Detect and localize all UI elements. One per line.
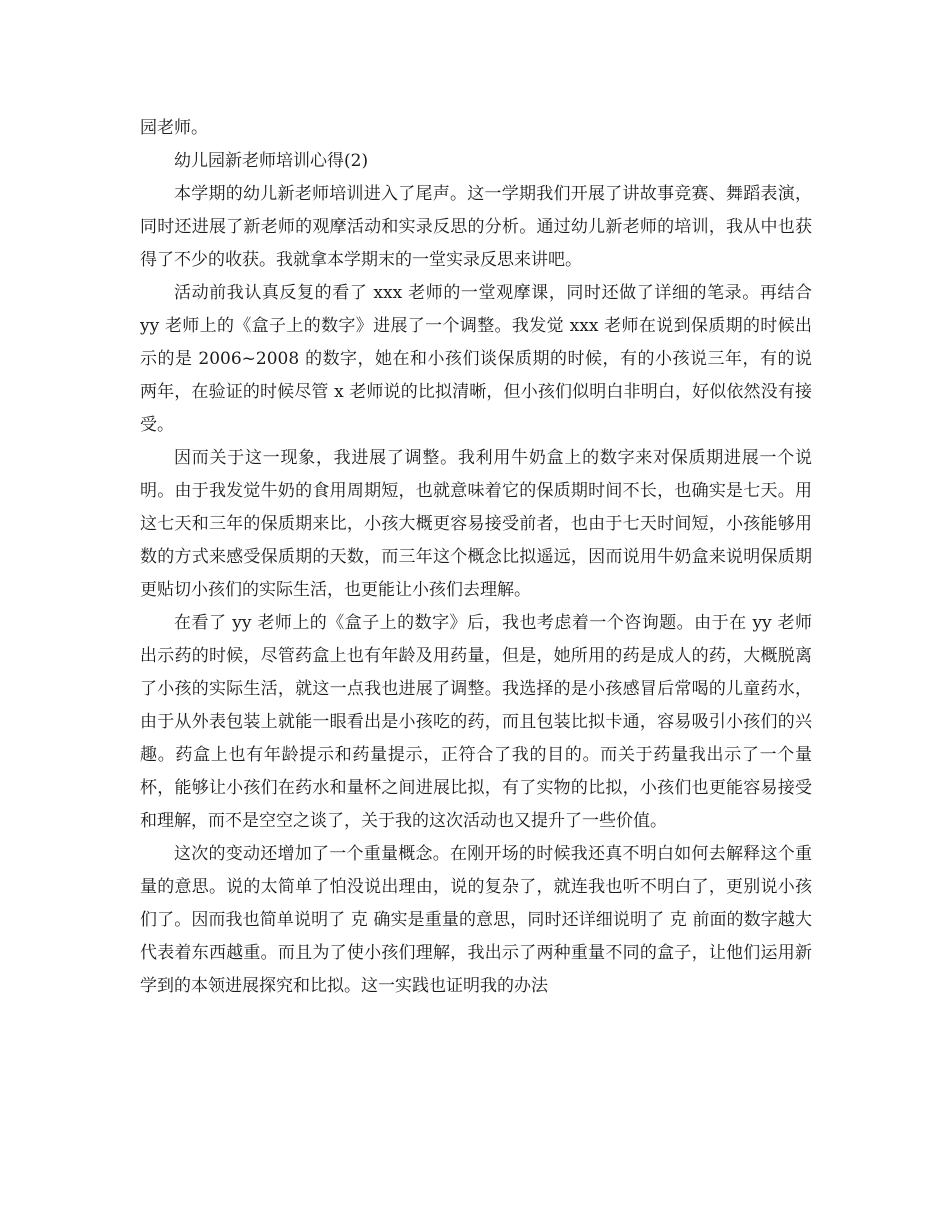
paragraph-3: 因而关于这一现象，我进展了调整。我利用牛奶盒上的数字来对保质期进展一个说明。由于我发觉牛奶的食用周期短，也就意味着它的保质期时间不长，也确实是七天。用这七天和三年的保质期来比，小孩大概更容易接受前者，也由于七天时间短，小孩能够用数的方式来感受保质期的天数，而三年这个概念比拟遥远，因而说用牛奶盒来说明保质期更贴切小孩们的实际生活，也更能让小孩们去理解。 (140, 448, 812, 600)
paragraph-4: 在看了 yy 老师上的《盒子上的数字》后，我也考虑着一个咨询题。由于在 yy 老师出示药的时候，尽管药盒上也有年龄及用药量，但是，她所用的药是成人的药，大概脱离了小孩的实际生活，就这一点我也进展了调整。我选择的是小孩感冒后常喝的儿童药水，由于从外表包装上就能一眼看出是小孩吃的药，而且包装比拟卡通，容易吸引小孩们的兴趣。药盒上也有年龄提示和药量提示，正符合了我的目的。而关于药量我出示了一个量杯，能够让小孩们在药水和量杯之间进展比拟，有了实物的比拟，小孩们也更能容易接受和理解，而不是空空之谈了，关于我的这次活动也又提升了一些价值。 (140, 613, 812, 831)
paragraph-1: 本学期的幼儿新老师培训进入了尾声。这一学期我们开展了讲故事竞赛、舞蹈表演，同时还进展了新老师的观摩活动和实录反思的分析。通过幼儿新老师的培训，我从中也获得了不少的收获。我就拿本学期末的一堂实录反思来讲吧。 (140, 184, 812, 270)
paragraph-5: 这次的变动还增加了一个重量概念。在刚开场的时候我还真不明白如何去解释这个重量的意思。说的太简单了怕没说出理由，说的复杂了，就连我也听不明白了，更别说小孩们了。因而我也简单说明了 克 确实是重量的意思，同时还详细说明了 克 前面的数字越大代表着东西越重。而且为了使小孩们理解，我出示了两种重量不同的盒子，让他们运用新学到的本领进展探究和比拟。这一实践也证明我的办法 (140, 844, 812, 996)
lead-line: 园老师。 (140, 118, 208, 138)
paragraph-2: 活动前我认真反复的看了 xxx 老师的一堂观摩课，同时还做了详细的笔录。再结合 yy 老师上的《盒子上的数字》进展了一个调整。我发觉 xxx 老师在说到保质期的时候出示的是 2006~2008 的数字，她在和小孩们谈保质期的时候，有的小孩说三年，有的说两年，在验证的时候尽管 x 老师说的比拟清晰，但小孩们似明白非明白，好似依然没有接受。 (140, 283, 812, 435)
section-heading: 幼儿园新老师培训心得(2) (174, 151, 369, 171)
document-body (140, 112, 812, 1003)
